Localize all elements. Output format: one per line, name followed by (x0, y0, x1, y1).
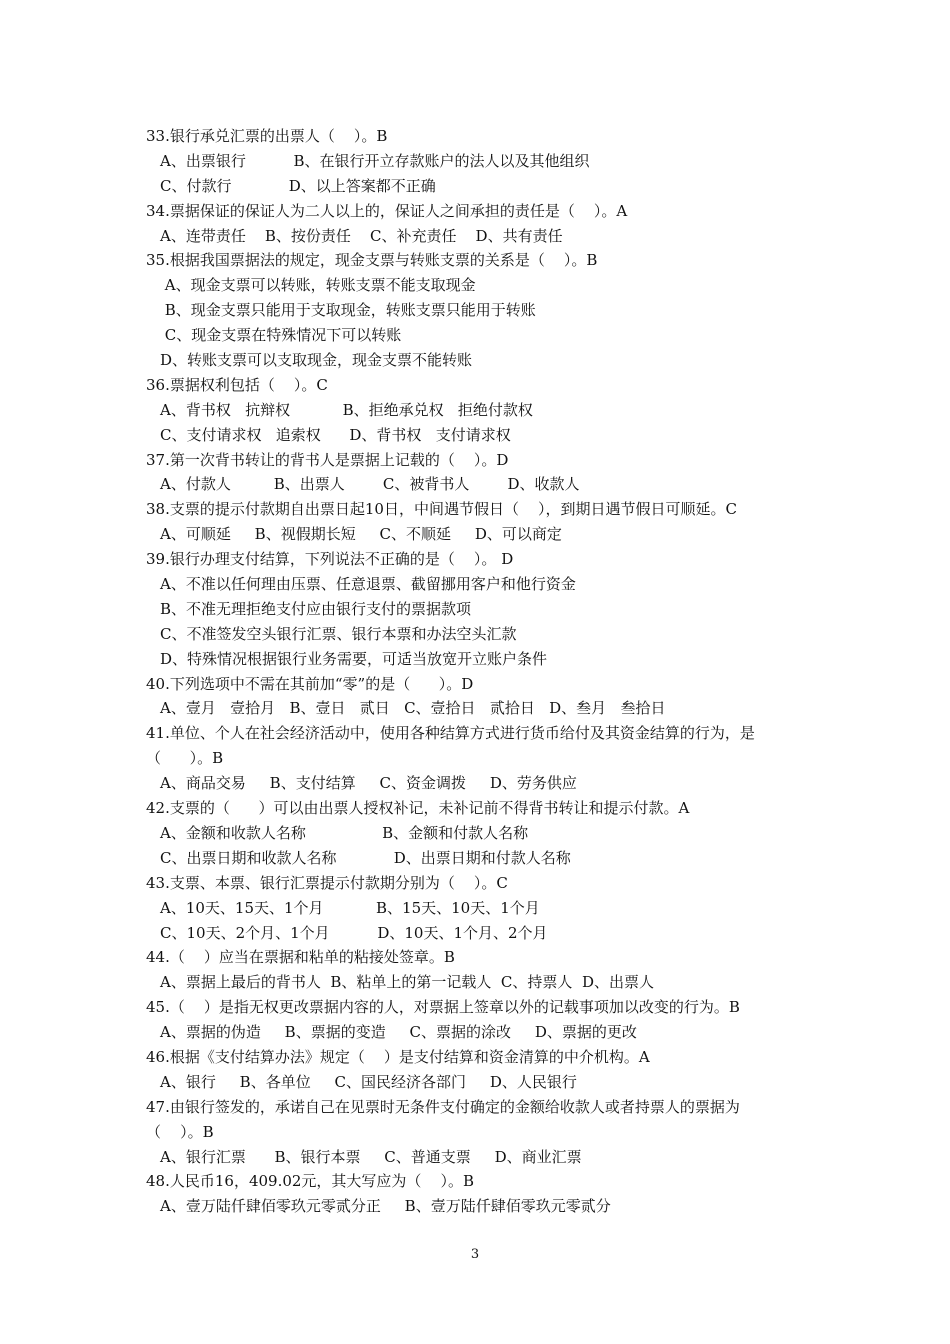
answer-options-line: A、出票银行 B、在银行开立存款账户的法人以及其他组织 (160, 151, 590, 170)
answer-options-line: C、付款行 D、以上答案都不正确 (160, 176, 436, 195)
answer-options-line: D、转账支票可以支取现金，现金支票不能转账 (160, 351, 473, 370)
answer-options-line: A、壹万陆仟肆佰零玖元零贰分正 B、壹万陆仟肆佰零玖元零贰分 (160, 1197, 611, 1216)
answer-options-line: C、支付请求权 追索权 D、背书权 支付请求权 (160, 425, 511, 444)
answer-options-line: A、壹月 壹拾月 B、壹日 贰日 C、壹拾日 贰拾日 D、叁月 叁拾日 (160, 699, 666, 718)
answer-options-line: C、出票日期和收款人名称 D、出票日期和付款人名称 (160, 848, 571, 867)
question-line: 38.支票的提示付款期自出票日起10日，中间遇节假日（ ），到期日遇节假日可顺延。C (146, 500, 737, 519)
question-line: （ ）。B (146, 1122, 214, 1141)
question-line: 37.第一次背书转让的背书人是票据上记载的（ ）。D (146, 450, 509, 469)
answer-options-line: C、10天、2个月、1个月 D、10天、1个月、2个月 (160, 923, 548, 942)
question-line: 47.由银行签发的，承诺自己在见票时无条件支付确定的金额给收款人或者持票人的票据为 (146, 1097, 740, 1116)
question-line: 48.人民币16，409.02元，其大写应为（ ）。B (146, 1172, 475, 1191)
answer-options-line: D、特殊情况根据银行业务需要，可适当放宽开立账户条件 (160, 649, 548, 668)
answer-options-line: A、银行 B、各单位 C、国民经济各部门 D、人民银行 (160, 1072, 577, 1091)
answer-options-line: A、银行汇票 B、银行本票 C、普通支票 D、商业汇票 (160, 1147, 582, 1166)
answer-options-line: C、现金支票在特殊情况下可以转账 (160, 326, 402, 345)
answer-options-line: A、10天、15天、1个月 B、15天、10天、1个月 (160, 898, 540, 917)
question-line: （ ）。B (146, 749, 224, 768)
page-number: 3 (470, 1247, 480, 1262)
answer-options-line: A、付款人 B、出票人 C、被背书人 D、收款人 (160, 475, 580, 494)
answer-options-line: A、不准以任何理由压票、任意退票、截留挪用客户和他行资金 (160, 575, 576, 594)
answer-options-line: B、不准无理拒绝支付应由银行支付的票据款项 (160, 599, 472, 618)
question-line: 35.根据我国票据法的规定，现金支票与转账支票的关系是（ ）。B (146, 251, 598, 270)
question-line: 33.银行承兑汇票的出票人（ ）。B (146, 127, 388, 145)
question-list (146, 124, 826, 1219)
answer-options-line: A、可顺延 B、视假期长短 C、不顺延 D、可以商定 (160, 525, 562, 544)
question-line: 43.支票、本票、银行汇票提示付款期分别为（ ）。C (146, 873, 508, 892)
answer-options-line: A、背书权 抗辩权 B、拒绝承兑权 拒绝付款权 (160, 400, 533, 419)
answer-options-line: A、现金支票可以转账，转账支票不能支取现金 (160, 276, 476, 295)
question-line: 40.下列选项中不需在其前加“零”的是（ ）。D (146, 674, 474, 693)
question-line: 42.支票的（ ）可以由出票人授权补记，未补记前不得背书转让和提示付款。A (146, 799, 690, 818)
answer-options-line: A、商品交易 B、支付结算 C、资金调拨 D、劳务供应 (160, 774, 577, 793)
answer-options-line: A、票据上最后的背书人 B、粘单上的第一记载人 C、持票人 D、出票人 (160, 973, 654, 992)
question-line: 45.（ ）是指无权更改票据内容的人，对票据上签章以外的记载事项加以改变的行为。B (146, 998, 740, 1017)
answer-options-line: A、连带责任 B、按份责任 C、补充责任 D、共有责任 (160, 226, 563, 245)
question-line: 34.票据保证的保证人为二人以上的，保证人之间承担的责任是（ ）。A (146, 201, 628, 220)
question-line: 41.单位、个人在社会经济活动中，使用各种结算方式进行货币给付及其资金结算的行为，是 (146, 724, 755, 743)
question-line: 36.票据权利包括（ ）。C (146, 375, 328, 394)
question-line: 39.银行办理支付结算，下列说法不正确的是（ ）。 D (146, 550, 514, 569)
answer-options-line: A、金额和收款人名称 B、金额和付款人名称 (160, 823, 529, 842)
answer-options-line: B、现金支票只能用于支取现金，转账支票只能用于转账 (160, 301, 536, 320)
answer-options-line: A、票据的伪造 B、票据的变造 C、票据的涂改 D、票据的更改 (160, 1023, 637, 1042)
answer-options-line: C、不准签发空头银行汇票、银行本票和办法空头汇款 (160, 624, 517, 643)
question-line: 44.（ ）应当在票据和粘单的粘接处签章。B (146, 948, 455, 967)
question-line: 46.根据《支付结算办法》规定（ ）是支付结算和资金清算的中介机构。A (146, 1047, 650, 1066)
